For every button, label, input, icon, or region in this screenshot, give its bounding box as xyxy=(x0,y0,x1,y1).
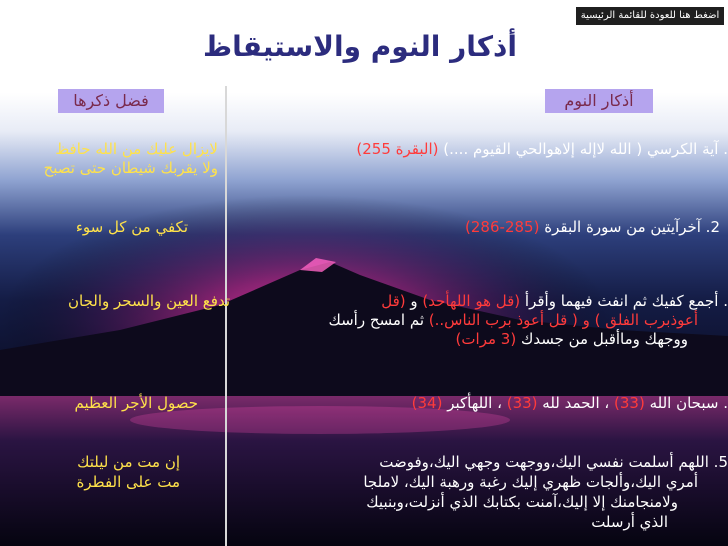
fadl-4 xyxy=(74,394,198,413)
fadl-5-line-1: إن مت من ليلتك xyxy=(77,453,180,471)
zikr-1-line-1-segment-2: (البقرة 255) xyxy=(356,140,439,158)
zikr-5-line-2-segment-1: أمري اليك،وألجات ظهري إليك رغبة ورهبة اليك، لاملجا xyxy=(363,473,698,491)
zikr-3-line-2-segment-2: ثم امسح رأسك xyxy=(328,311,429,329)
fadl-2-line-1: تكفي من كل سوء xyxy=(75,218,188,236)
zikr-5 xyxy=(363,452,728,532)
zikr-2-line-1 xyxy=(465,218,720,237)
zikr-5-line-1-segment-1: 5. اللهم أسلمت نفسي اليك،ووجهت وجهي اليك،وفوضت xyxy=(379,453,728,471)
header-azkar: أذكار النوم xyxy=(545,89,653,113)
zikr-3-line-1-segment-4: (قل xyxy=(381,292,406,310)
zikr-5-line-4-segment-1: الذي أرسلت xyxy=(591,513,668,531)
zikr-3-line-3 xyxy=(328,330,688,349)
zikr-5-line-2 xyxy=(363,472,698,492)
zikr-1 xyxy=(356,140,728,159)
zikr-3-line-2-segment-1: أعوذبرب الفلق ) و ( قل أعوذ برب الناس..) xyxy=(428,311,698,329)
zikr-4-line-1-segment-6: (34) xyxy=(411,394,443,412)
fadl-5 xyxy=(77,452,180,492)
zikr-4-line-1-segment-4: (33) xyxy=(506,394,538,412)
zikr-3-line-3-segment-1: ووجهك وماأقبل من جسدك xyxy=(516,330,688,348)
zikr-5-line-3-segment-1: ولامنجامنك إلا إليك،آمنت بكتابك الذي أنزلت،وبنبيك xyxy=(366,493,678,511)
page-title: أذكار النوم والاستيقاظ xyxy=(203,30,517,63)
zikr-4-line-1-segment-1: . سبحان الله xyxy=(644,394,728,412)
zikr-3-line-1-segment-1: . أجمع كفيك ثم انفث فيهما وأقرأ xyxy=(520,292,728,310)
fadl-2 xyxy=(76,218,188,237)
zikr-4-line-1-segment-5: ، اللهأكبر xyxy=(442,394,507,412)
zikr-5-line-3 xyxy=(363,492,678,512)
zikr-3-line-3-segment-2: (3 مرات) xyxy=(455,330,517,348)
zikr-1-line-1-segment-1: . آية الكرسي ( الله لاإله إلاهوالحي القيوم ....) xyxy=(438,140,728,158)
zikr-4-line-1 xyxy=(412,394,728,413)
fadl-5-line-2: مت على الفطرة xyxy=(76,473,180,491)
zikr-3-line-1-segment-2: (قل هو اللهأحد) xyxy=(422,292,521,310)
zikr-3-line-1-segment-3: و xyxy=(405,292,423,310)
zikr-2 xyxy=(465,218,720,237)
zikr-5-line-1 xyxy=(363,452,728,472)
zikr-4-line-1-segment-2: (33) xyxy=(614,394,645,412)
zikr-2-line-1-segment-2: (285-286) xyxy=(465,218,540,236)
zikr-3-line-2 xyxy=(328,311,698,330)
header-fadl: فضل ذكرها xyxy=(58,89,164,113)
zikr-1-line-1 xyxy=(356,140,728,159)
fadl-1-line-2: ولا يقربك شيطان حتى تصبح xyxy=(43,159,218,177)
fadl-3 xyxy=(68,292,230,311)
zikr-4-line-1-segment-3: ، الحمد لله xyxy=(537,394,614,412)
zikr-4 xyxy=(412,394,728,413)
column-divider xyxy=(225,86,227,546)
zikr-2-line-1-segment-1: 2. آخرآيتين من سورة البقرة xyxy=(539,218,720,236)
fadl-4-line-1: حصول الأجر العظيم xyxy=(74,394,198,412)
zikr-5-line-4 xyxy=(363,512,668,532)
fadl-1-line-1: لايزال عليك من الله حافظ xyxy=(55,140,218,158)
zikr-3-line-1 xyxy=(328,292,728,311)
zikr-3 xyxy=(328,292,728,349)
fadl-3-line-1: تدفع العين والسحر والجان xyxy=(68,292,230,310)
fadl-1 xyxy=(44,140,218,178)
home-link-button[interactable]: اضغط هنا للعودة للقائمة الرئيسية xyxy=(576,7,724,25)
